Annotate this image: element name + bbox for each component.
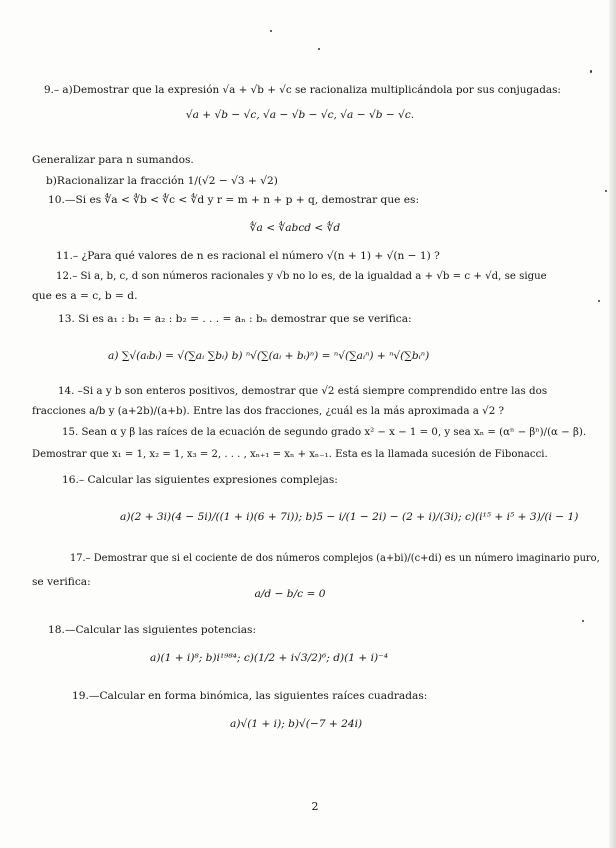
page-number: 2 bbox=[311, 800, 319, 813]
scan-speck bbox=[590, 70, 592, 73]
problem-19: 19.—Calcular en forma binómica, las siguientes raíces cuadradas: bbox=[72, 690, 428, 702]
problem-14-cont: fracciones a/b y (a+2b)/(a+b). Entre las dos fracciones, ¿cuál es la más aproximada a √2 ? bbox=[32, 405, 505, 417]
problem-15: 15. Sean α y β las raíces de la ecuación de segundo grado x² − x − 1 = 0, y sea xₙ = (αⁿ − βⁿ)/(α − β). bbox=[62, 427, 587, 438]
problem-12-cont: que es a = c, b = d. bbox=[32, 290, 138, 302]
problem-13-formulas: a) ∑√(aᵢbᵢ) = √(∑aᵢ ∑bᵢ) b) ⁿ√(∑(aᵢ + bᵢ)ⁿ) = ⁿ√(∑aᵢⁿ) + ⁿ√(∑bᵢⁿ) bbox=[108, 350, 430, 362]
problem-16: 16.– Calcular las siguientes expresiones complejas: bbox=[62, 474, 338, 486]
problem-17: 17.– Demostrar que si el cociente de dos números complejos (a+bi)/(c+di) es un número imaginario puro, bbox=[70, 552, 600, 564]
problem-19-roots: a)√(1 + i); b)√(−7 + 24i) bbox=[230, 718, 363, 730]
scan-speck bbox=[605, 190, 607, 192]
scan-speck bbox=[270, 30, 272, 32]
problem-9b: b)Racionalizar la fracción 1/(√2 − √3 + √2) bbox=[46, 175, 278, 187]
problem-10: 10.—Si es ∜a < ∜b < ∜c < ∜d y r = m + n + p + q, demostrar que es: bbox=[48, 194, 420, 206]
problem-17-condition: a/d − b/c = 0 bbox=[254, 588, 326, 600]
scan-speck bbox=[598, 300, 600, 302]
problem-15-cont: Demostrar que x₁ = 1, x₂ = 1, x₃ = 2, . . . , xₙ₊₁ = xₙ + xₙ₋₁. Esta es la llamada sucesión de Fibonacci. bbox=[32, 449, 548, 460]
page-edge-shadow bbox=[609, 0, 616, 848]
problem-9-conjugates: √a + √b − √c, √a − √b − √c, √a − √b − √c. bbox=[185, 109, 415, 121]
scan-speck bbox=[318, 48, 320, 50]
problem-11: 11.– ¿Para qué valores de n es racional el número √(n + 1) + √(n − 1) ? bbox=[56, 250, 440, 262]
scan-speck bbox=[582, 620, 584, 622]
problem-14: 14. –Si a y b son enteros positivos, demostrar que √2 está siempre comprendido entre las dos bbox=[58, 385, 548, 397]
problem-13: 13. Si es a₁ : b₁ = a₂ : b₂ = . . . = aₙ : bₙ demostrar que se verifica: bbox=[58, 313, 412, 325]
problem-9a: 9.– a)Demostrar que la expresión √a + √b + √c se racionaliza multiplicándola por sus conjugadas: bbox=[44, 84, 561, 96]
problem-18: 18.—Calcular las siguientes potencias: bbox=[48, 624, 257, 636]
problem-9-generalize: Generalizar para n sumandos. bbox=[32, 154, 194, 166]
problem-10-inequality: ∜a < ∜abcd < ∜d bbox=[249, 222, 341, 234]
problem-12: 12.– Si a, b, c, d son números racionales y √b no lo es, de la igualdad a + √b = c + √d, se sigue bbox=[56, 271, 547, 282]
problem-18-powers: a)(1 + i)⁸; b)i¹⁹⁸⁴; c)(1/2 + i√3/2)⁶; d)(1 + i)⁻⁴ bbox=[150, 652, 388, 664]
problem-16-expressions: a)(2 + 3i)(4 − 5i)/((1 + i)(6 + 7i)); b)5 − i/(1 − 2i) − (2 + i)/(3i); c)(i¹⁵ + i⁵ + 3)/(i − 1) bbox=[120, 511, 579, 523]
problem-17-cont: se verifica: bbox=[32, 576, 91, 588]
